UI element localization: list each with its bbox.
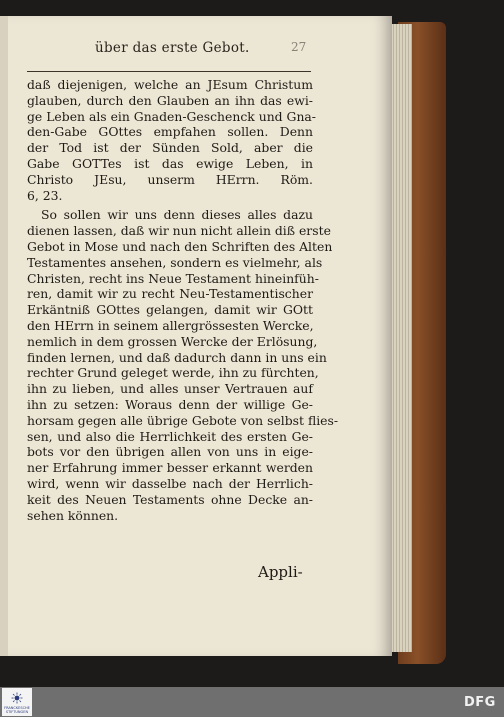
- text-line: horsam gegen alle übrige Gebote von selbst flies-: [27, 412, 339, 428]
- text-line: ge Leben als ein Gnaden-Geschenck und Gna-: [27, 108, 316, 124]
- dfg-logo[interactable]: DFG: [464, 695, 496, 710]
- text-line: 6, 23.: [27, 187, 63, 203]
- text-line: Christo JEsu, unserm HErrn. Röm.: [27, 171, 313, 187]
- page-text: [27, 77, 339, 523]
- text-line: Erkäntniß GOttes gelangen, damit wir GOtt: [27, 302, 313, 318]
- text-line: dienen lassen, daß wir nun nicht allein diß erste: [27, 223, 331, 239]
- text-line: keit des Neuen Testaments ohne Decke an-: [27, 491, 313, 507]
- text-line: Gebot in Mose und nach den Schriften des Alten: [27, 238, 333, 254]
- viewer-footer: [0, 687, 504, 717]
- text-line: ihn zu lieben, und alles unser Vertrauen auf: [27, 381, 313, 397]
- sun-emblem-icon: [11, 692, 23, 704]
- text-line: Testamentes ansehen, sondern es vielmehr, als: [27, 254, 323, 270]
- catchword: Appli-: [258, 563, 303, 581]
- text-line: bots vor den übrigen allen von uns in eige-: [27, 444, 313, 460]
- running-header: über das erste Gebot.: [95, 40, 250, 56]
- text-line: Christen, recht ins Neue Testament hineinfüh-: [27, 270, 319, 286]
- text-line: glauben, durch den Glauben an ihn das ewi-: [27, 92, 313, 108]
- text-line: rechter Grund geleget werde, ihn zu fürchten,: [27, 365, 319, 381]
- text-line: den-Gabe GOttes empfahen sollen. Denn: [27, 124, 313, 140]
- logo-text: FRANCKESCHE STIFTUNGEN: [4, 706, 30, 714]
- text-line: den HErrn in seinem allergrössesten Wercke,: [27, 317, 314, 333]
- text-line: sen, und also die Herrlichkeit des ersten Ge-: [27, 428, 313, 444]
- text-line: daß diejenigen, welche an JEsum Christum: [27, 77, 313, 92]
- text-line: ren, damit wir zu recht Neu-Testamentischer: [27, 286, 313, 302]
- text-line: wird, wenn wir dasselbe nach der Herrlich-: [27, 475, 313, 491]
- text-line: So sollen wir uns denn dieses alles dazu: [41, 207, 313, 223]
- text-line: Gabe GOTTes ist das ewige Leben, in: [27, 155, 313, 171]
- text-line: nemlich in dem grossen Wercke der Erlösung,: [27, 333, 318, 349]
- text-line: ihn zu setzen: Woraus denn der willige Ge-: [27, 396, 313, 412]
- franckesche-stiftungen-logo[interactable]: [2, 688, 32, 716]
- text-line: ner Erfahrung immer besser erkannt werden: [27, 460, 313, 476]
- page-number: 27: [291, 40, 307, 54]
- text-line: sehen können.: [27, 507, 119, 523]
- text-line: der Tod ist der Sünden Sold, aber die: [27, 140, 313, 156]
- header-rule: [27, 71, 311, 72]
- text-line: finden lernen, und daß dadurch dann in uns ein: [27, 349, 327, 365]
